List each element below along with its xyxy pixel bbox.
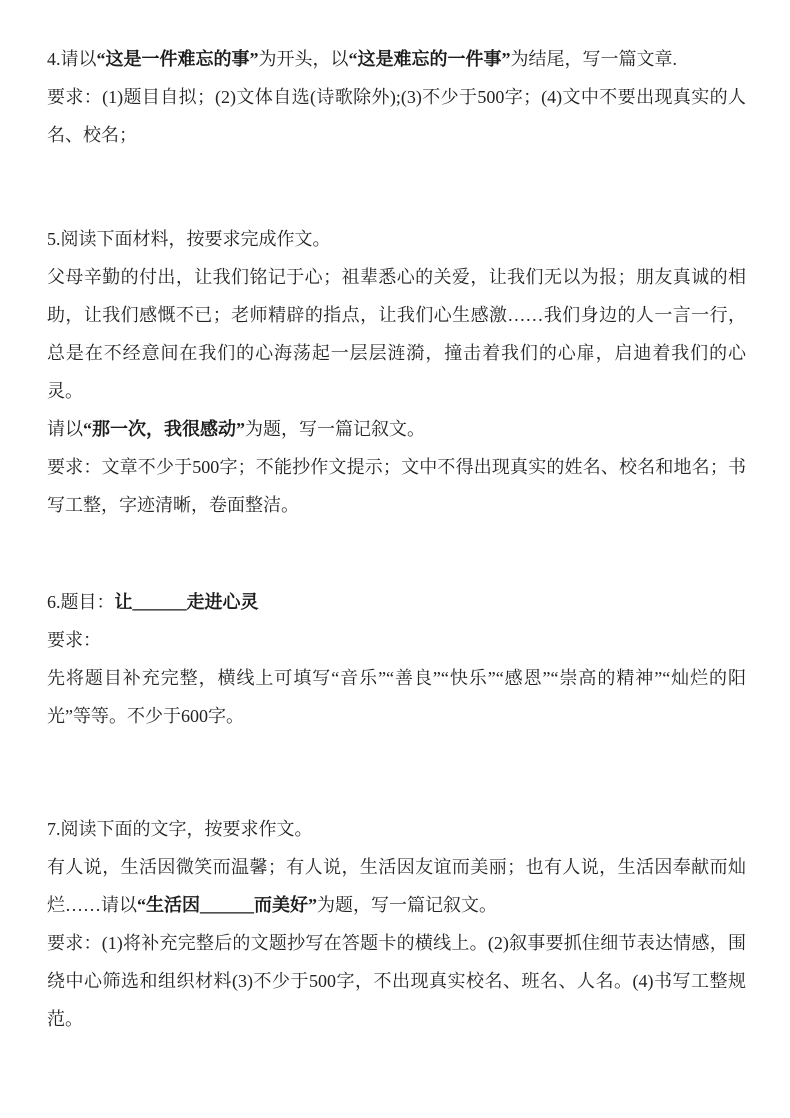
question-6-requirements-body [47, 659, 746, 735]
text-run: 先将题目补充完整，横线上可填写“音乐”“善良”“快乐”“感恩”“崇高的精神”“灿烂的阳光”等等。不少于600字。 [47, 668, 746, 726]
question-5-block [47, 220, 746, 524]
question-5-material [47, 258, 746, 410]
text-run: 父母辛勤的付出，让我们铭记于心；祖辈悉心的关爱，让我们无以为报；朋友真诚的相助，让我们感慨不已；老师精辟的指点，让我们心生感激……我们身边的人一言一行，总是在不经意间在我们的心海荡起一层层涟漪，撞击着我们的心扉，启迪着我们的心灵。 [47, 267, 746, 401]
question-4-requirements [47, 78, 746, 154]
text-run: 为开头，以 [258, 49, 349, 69]
text-run: 为题，写一篇记叙文。 [317, 895, 497, 915]
question-4-prompt [47, 40, 746, 78]
question-5-requirements [47, 448, 746, 524]
question-6-title-line [47, 583, 746, 621]
text-run: 要求：(1)题目自拟；(2)文体自选(诗歌除外);(3)不少于500字；(4)文中不要出现真实的人名、校名； [47, 87, 746, 145]
text-run: 要求：(1)将补充完整后的文题抄写在答题卡的横线上。(2)叙事要抓住细节表达情感，围绕中心筛选和组织材料(3)不少于500字，不出现真实校名、班名、人名。(4)书写工整规范。 [47, 933, 746, 1029]
question-5-title-line [47, 410, 746, 448]
essay-title-with-blank-bold: 让______走进心灵 [114, 592, 259, 612]
text-run: 请以 [47, 419, 83, 439]
text-run: 有人说，生活因微笑而温馨；有人说，生活因友谊而美丽；也有人说，生活因奉献而灿烂……请以 [47, 857, 746, 915]
text-run: 5.阅读下面材料，按要求完成作文。 [47, 229, 331, 249]
question-6-requirements-label [47, 621, 746, 659]
text-run: 6.题目： [47, 592, 115, 612]
question-5-prompt [47, 220, 746, 258]
essay-title-bold: “那一次，我很感动” [83, 419, 245, 439]
question-7-material [47, 848, 746, 924]
opening-phrase-bold: “这是一件难忘的事” [96, 49, 259, 69]
question-7-block [47, 810, 746, 1038]
text-run: 要求：文章不少于500字；不能抄作文提示；文中不得出现真实的姓名、校名和地名；书写工整，字迹清晰，卷面整洁。 [47, 457, 746, 515]
text-run: 要求： [47, 630, 101, 650]
question-6-block [47, 583, 746, 735]
text-run: 4.请以 [47, 49, 97, 69]
text-run: 为题，写一篇记叙文。 [245, 419, 425, 439]
text-run: 为结尾，写一篇文章. [510, 49, 677, 69]
question-4-block [47, 40, 746, 154]
closing-phrase-bold: “这是难忘的一件事” [348, 49, 511, 69]
question-7-prompt [47, 810, 746, 848]
essay-title-with-blank-bold: “生活因______而美好” [137, 895, 317, 915]
question-7-requirements [47, 924, 746, 1038]
text-run: 7.阅读下面的文字，按要求作文。 [47, 819, 313, 839]
